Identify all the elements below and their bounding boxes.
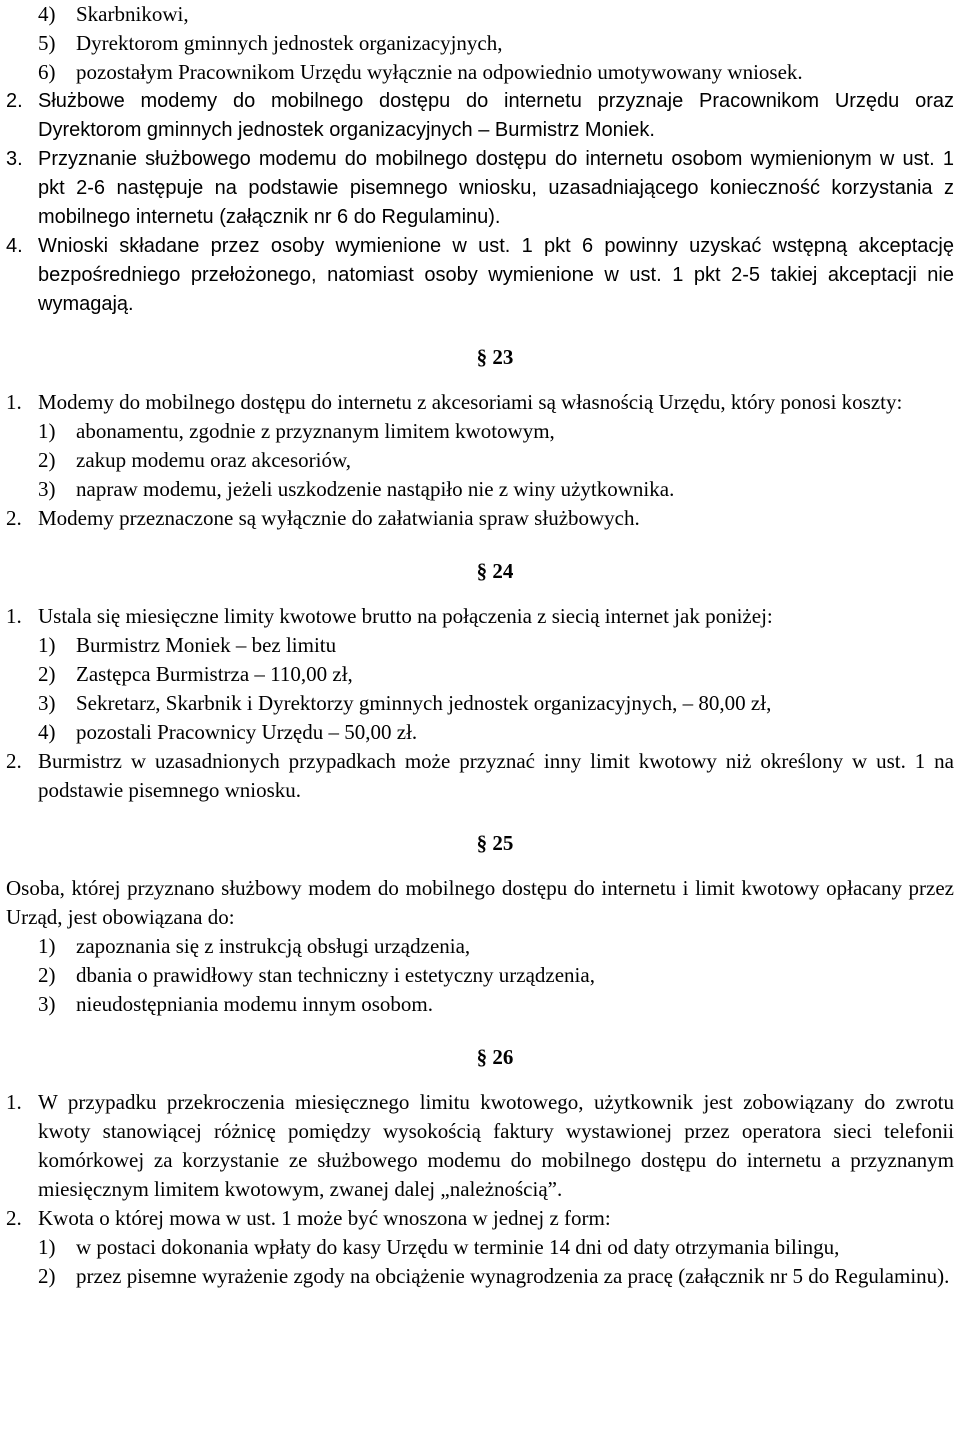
list-text: zakup modemu oraz akcesoriów,: [76, 448, 352, 472]
item-number: 1.: [6, 1090, 22, 1114]
list-number: 2): [38, 963, 56, 987]
item-text: Modemy przeznaczone są wyłącznie do załatwiania spraw służbowych.: [38, 506, 640, 530]
item-text: Ustala się miesięczne limity kwotowe brutto na połączenia z siecią internet jak poniżej:: [38, 604, 773, 628]
list-number: 1): [38, 419, 56, 443]
list-item: [38, 1233, 954, 1262]
list-number: 1): [38, 1235, 56, 1259]
section-22-items: [6, 87, 954, 319]
list-text: Sekretarz, Skarbnik i Dyrektorzy gminnych jednostek organizacyjnych, – 80,00 zł,: [76, 691, 772, 715]
numbered-item: [6, 1088, 954, 1204]
item-text: W przypadku przekroczenia miesięcznego limitu kwotowego, użytkownik jest zobowiązany do zwrotu kwoty stanowiącej różnicę pomiędzy wysokością faktury wystawionej przez operatora sieci telefonii komórkowej za korzystanie ze służbowego modemu do mobilnego dostępu do internetu a przyznanym miesięcznym limitem kwotowym, zwanej dalej „należnością”.: [38, 1090, 954, 1201]
numbered-item: [6, 145, 954, 232]
list-item: [38, 961, 954, 990]
item-text: Kwota o której mowa w ust. 1 może być wnoszona w jednej z form:: [38, 1206, 611, 1230]
item-text: Służbowe modemy do mobilnego dostępu do internetu przyznaje Pracownikom Urzędu oraz Dyrektorom gminnych jednostek organizacyjnych – Burmistrz Moniek.: [38, 90, 954, 141]
list-item: [38, 990, 954, 1019]
section-intro: Osoba, której przyznano służbowy modem do mobilnego dostępu do internetu i limit kwotowy opłacany przez Urząd, jest obowiązana do:: [6, 876, 954, 929]
section-heading-25: § 25: [476, 831, 514, 855]
sub-list: [6, 1233, 954, 1291]
numbered-item: [6, 388, 954, 417]
item-text: Wnioski składane przez osoby wymienione w ust. 1 pkt 6 powinny uzyskać wstępną akceptację bezpośredniego przełożonego, natomiast osoby wymienione w ust. 1 pkt 2-5 takiej akceptacji nie wymagają.: [38, 235, 954, 315]
list-text: nieudostępniania modemu innym osobom.: [76, 992, 433, 1016]
list-number: 5): [38, 31, 56, 55]
list-number: 4): [38, 2, 56, 26]
list-item: [38, 29, 954, 58]
list-item: [38, 417, 954, 446]
list-item: [38, 446, 954, 475]
list-number: 6): [38, 60, 56, 84]
list-number: 3): [38, 477, 56, 501]
list-number: 1): [38, 934, 56, 958]
item-number: 2.: [6, 90, 23, 112]
list-item: [38, 932, 954, 961]
list-item: [38, 660, 954, 689]
section-heading-24: § 24: [476, 559, 514, 583]
item-number: 1.: [6, 390, 22, 414]
numbered-item: [6, 1204, 954, 1233]
list-text: zapoznania się z instrukcją obsługi urządzenia,: [76, 934, 471, 958]
list-item: [38, 58, 954, 87]
list-item: [38, 718, 954, 747]
list-item: [38, 0, 954, 29]
list-text: przez pisemne wyrażenie zgody na obciążenie wynagrodzenia za pracę (załącznik nr 5 do Regulaminu).: [76, 1264, 950, 1288]
list-text: w postaci dokonania wpłaty do kasy Urzędu w terminie 14 dni od daty otrzymania bilingu,: [76, 1235, 840, 1259]
list-number: 2): [38, 1264, 56, 1288]
item-number: 4.: [6, 235, 23, 257]
list-text: Burmistrz Moniek – bez limitu: [76, 633, 337, 657]
list-text: Zastępca Burmistrza – 110,00 zł,: [76, 662, 353, 686]
list-item: [38, 631, 954, 660]
item-number: 2.: [6, 506, 22, 530]
list-number: 1): [38, 633, 56, 657]
list-text: napraw modemu, jeżeli uszkodzenie nastąpiło nie z winy użytkownika.: [76, 477, 675, 501]
item-number: 1.: [6, 604, 22, 628]
numbered-item: [6, 504, 954, 533]
item-number: 2.: [6, 1206, 22, 1230]
list-number: 2): [38, 448, 56, 472]
numbered-item: [6, 747, 954, 805]
section-heading-23: § 23: [476, 345, 514, 369]
list-text: Dyrektorom gminnych jednostek organizacyjnych,: [76, 31, 503, 55]
list-text: dbania o prawidłowy stan techniczny i estetyczny urządzenia,: [76, 963, 595, 987]
top-list: [6, 0, 954, 87]
sub-list: [6, 417, 954, 504]
list-number: 4): [38, 720, 56, 744]
list-number: 3): [38, 992, 56, 1016]
list-item: [38, 1262, 954, 1291]
item-number: 2.: [6, 749, 22, 773]
list-number: 2): [38, 662, 56, 686]
list-number: 3): [38, 691, 56, 715]
list-text: pozostałym Pracownikom Urzędu wyłącznie na odpowiednio umotywowany wniosek.: [76, 60, 803, 84]
item-number: 3.: [6, 148, 23, 170]
item-text: Przyznanie służbowego modemu do mobilnego dostępu do internetu osobom wymienionym w ust. 1 pkt 2-6 następuje na podstawie pisemnego wniosku, uzasadniającego konieczność korzystania z mobilnego internetu (załącznik nr 6 do Regulaminu).: [38, 148, 954, 228]
list-item: [38, 689, 954, 718]
list-text: Skarbnikowi,: [76, 2, 189, 26]
list-text: abonamentu, zgodnie z przyznanym limitem kwotowym,: [76, 419, 555, 443]
numbered-item: [6, 87, 954, 145]
list-text: pozostali Pracownicy Urzędu – 50,00 zł.: [76, 720, 418, 744]
list-item: [38, 475, 954, 504]
sub-list: [6, 631, 954, 747]
sub-list: [6, 932, 954, 1019]
numbered-item: [6, 232, 954, 319]
section-heading-26: § 26: [476, 1045, 514, 1069]
numbered-item: [6, 602, 954, 631]
item-text: Burmistrz w uzasadnionych przypadkach może przyznać inny limit kwotowy niż określony w ust. 1 na podstawie pisemnego wniosku.: [38, 749, 954, 802]
item-text: Modemy do mobilnego dostępu do internetu z akcesoriami są własnością Urzędu, który ponosi koszty:: [38, 390, 903, 414]
